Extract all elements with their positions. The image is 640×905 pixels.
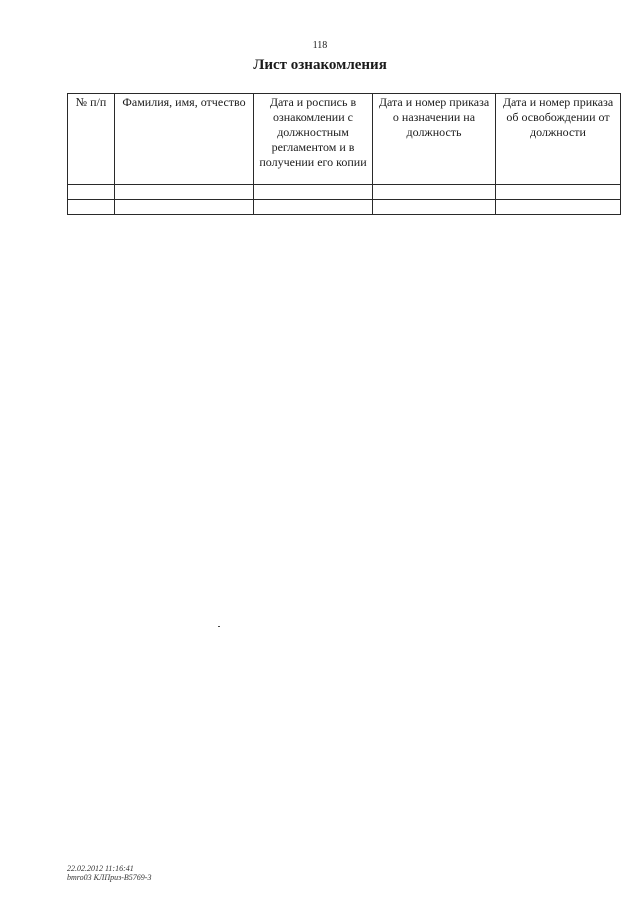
column-header-dismissal-order: Дата и номер приказа об освобождении от должности xyxy=(496,94,621,185)
table-cell xyxy=(254,185,373,200)
table-cell xyxy=(115,200,254,215)
table-cell xyxy=(68,185,115,200)
footer-timestamp: 22.02.2012 11:16:41 xyxy=(67,864,134,873)
table-cell xyxy=(496,200,621,215)
table-row xyxy=(68,200,621,215)
table-cell xyxy=(496,185,621,200)
table-cell xyxy=(373,200,496,215)
scan-speck xyxy=(218,626,220,627)
table-cell xyxy=(68,200,115,215)
column-header-full-name: Фамилия, имя, отчество xyxy=(115,94,254,185)
page-title: Лист ознакомления xyxy=(253,57,387,73)
table-header-row xyxy=(68,94,621,185)
footer-file-code: bmro03 КЛПриз-В5769-3 xyxy=(67,873,152,882)
document-footer xyxy=(67,864,151,882)
column-header-number: № п/п xyxy=(68,94,115,185)
table-cell xyxy=(254,200,373,215)
table-cell xyxy=(373,185,496,200)
table-cell xyxy=(115,185,254,200)
column-header-signature-date: Дата и роспись в ознакомлении с должностным регламентом и в получении его копии xyxy=(254,94,373,185)
acquaintance-table xyxy=(67,93,621,215)
table-row xyxy=(68,185,621,200)
column-header-appointment-order: Дата и номер приказа о назначении на должность xyxy=(373,94,496,185)
page-number: 118 xyxy=(312,40,328,51)
